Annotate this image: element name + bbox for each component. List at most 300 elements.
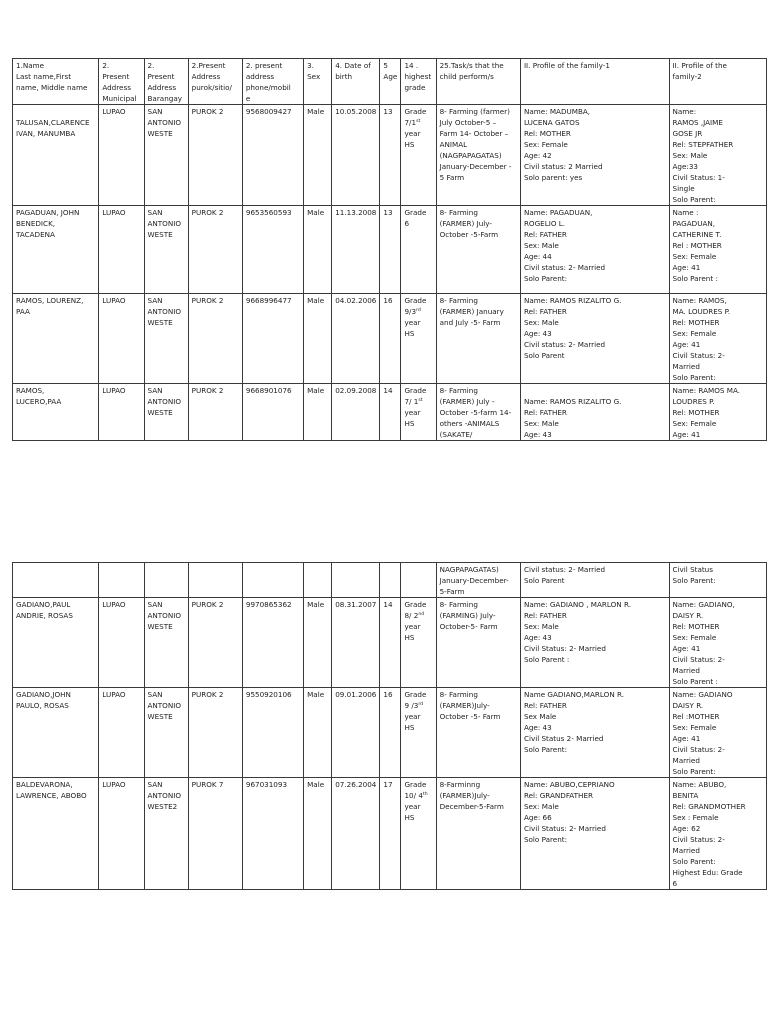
cell-line: 14 <box>383 600 393 609</box>
cell-line: (FARMER) July- <box>439 219 493 228</box>
grade-cell <box>401 384 436 441</box>
cell-line: 9653560593 <box>245 208 292 217</box>
cell-line: ANDRIE, ROSAS <box>16 611 73 620</box>
cell-line: 04.02.2006 <box>335 296 377 305</box>
cell-line: Male <box>307 690 325 699</box>
cell-line: GOSE JR <box>672 129 703 138</box>
cell-line: Rel: FATHER <box>523 611 567 620</box>
cell-line: Civil Status: 2- <box>672 835 725 844</box>
cell-line: 16 <box>383 690 393 699</box>
age-cell <box>380 294 401 384</box>
cell-line: 9668996477 <box>245 296 292 305</box>
cell-line: Solo Parent: <box>672 767 716 776</box>
cell-line: 8- Farming <box>439 386 478 395</box>
cell-line: LUPAO <box>102 600 126 609</box>
family-profile-1-cell <box>520 294 669 384</box>
cell-line: (FARMING) July- <box>439 611 496 620</box>
cell-line: Rel :MOTHER <box>672 712 720 721</box>
cell-line: year <box>404 408 421 417</box>
cell-line: Rel: FATHER <box>523 701 567 710</box>
cell-line: WESTE2 <box>147 802 178 811</box>
cell-line: Male <box>307 107 325 116</box>
cell-line: DAISY R. <box>672 701 704 710</box>
cell-line: 17 <box>383 780 393 789</box>
cell-line: Solo parent: yes <box>523 173 583 182</box>
cell-line: HS <box>404 329 415 338</box>
cell-line: SAN <box>147 780 163 789</box>
cell-line: October -5-farm 14- <box>439 408 512 417</box>
sex-cell <box>304 688 332 778</box>
cell-line: SAN <box>147 690 163 699</box>
ordinal-suffix: st <box>418 398 423 403</box>
cell-line: Farm 14- October – <box>439 129 509 138</box>
cell-line: Name: GADIANO , MARLON R. <box>523 600 631 609</box>
age-cell <box>380 778 401 890</box>
cell-line: WESTE <box>147 408 173 417</box>
cell-line: January-December- <box>439 576 509 585</box>
cell-line: PAGADUAN, <box>672 219 716 228</box>
cell-line: Civil Status 2- Married <box>523 734 604 743</box>
cell-line: Civil Status: 2- <box>672 655 725 664</box>
cell-line: 9 /3rd <box>404 701 424 710</box>
cell-line: Age: 41 <box>672 340 701 349</box>
cell-line: LOUDRES P. <box>672 397 715 406</box>
purok-cell <box>188 206 242 294</box>
cell-line: 8- Farming <box>439 600 478 609</box>
cell-line: 11.13.2008 <box>335 208 377 217</box>
cell-line: ANTONIO <box>147 397 181 406</box>
date-of-birth-cell <box>332 563 380 598</box>
cell-line: January-December - <box>439 162 512 171</box>
cell-line: Civil status: 2 Married <box>523 162 603 171</box>
cell-line: Name: RAMOS RIZALITO G. <box>523 397 622 406</box>
grade-cell <box>401 294 436 384</box>
table-row <box>13 105 767 206</box>
cell-line: PUROK 2 <box>191 600 224 609</box>
cell-line: Address <box>147 83 177 92</box>
cell-line: IVAN, MANUMBA <box>16 129 76 138</box>
cell-line: Married <box>672 846 700 855</box>
cell-line: Age: 43 <box>523 723 552 732</box>
cell-line: PAA <box>16 307 30 316</box>
cell-line: Age: 43 <box>523 329 552 338</box>
ordinal-suffix: rd <box>416 308 421 313</box>
cell-line: Name: RAMOS, <box>672 296 727 305</box>
cell-line: RAMOS, LOURENZ, <box>16 296 84 305</box>
purok-cell <box>188 59 242 105</box>
cell-line: Solo Parent : <box>672 274 718 283</box>
name-cell <box>13 688 99 778</box>
cell-line: LUCERO,PAA <box>16 397 62 406</box>
sex-cell <box>304 206 332 294</box>
cell-line <box>16 106 95 117</box>
cell-line: SAN <box>147 296 163 305</box>
cell-line: 8- Farming <box>439 690 478 699</box>
purok-cell <box>188 294 242 384</box>
barangay-cell <box>144 778 188 890</box>
municipal-cell <box>99 206 144 294</box>
purok-cell <box>188 384 242 441</box>
table-row <box>13 688 767 778</box>
cell-line: year <box>404 318 421 327</box>
municipal-cell <box>99 105 144 206</box>
cell-line: 5 <box>383 61 388 70</box>
purok-cell <box>188 105 242 206</box>
cell-line: Age <box>383 72 398 81</box>
table-row <box>13 598 767 688</box>
phone-cell <box>242 688 303 778</box>
barangay-cell <box>144 206 188 294</box>
cell-line: Address <box>102 83 131 92</box>
cell-line: Name GADIANO,MARLON R. <box>523 690 625 699</box>
cell-line: WESTE <box>147 712 173 721</box>
tasks-cell <box>436 384 520 441</box>
cell-line: ANTONIO <box>147 791 181 800</box>
tasks-cell <box>436 206 520 294</box>
cell-line: Solo Parent: <box>672 576 716 585</box>
phone-cell <box>242 563 303 598</box>
cell-line: Sex: Male <box>672 151 708 160</box>
date-of-birth-cell <box>332 206 380 294</box>
cell-line: BENITA <box>672 791 699 800</box>
cell-line: Age: 41 <box>672 734 701 743</box>
phone-cell <box>242 59 303 105</box>
cell-line: Married <box>672 756 700 765</box>
cell-line: DAISY R. <box>672 611 704 620</box>
barangay-cell <box>144 688 188 778</box>
cell-line: 10/ 4th <box>404 791 428 800</box>
cell-line: Sex: Female <box>523 140 568 149</box>
cell-line: Name: RAMOS MA. <box>672 386 741 395</box>
purok-cell <box>188 598 242 688</box>
cell-line: Age: 42 <box>523 151 552 160</box>
cell-line: Sex : Female <box>672 813 719 822</box>
cell-line: SAN <box>147 386 163 395</box>
cell-line: year <box>404 802 421 811</box>
cell-line: PUROK 2 <box>191 107 224 116</box>
ordinal-suffix: th <box>422 792 428 797</box>
grade-cell <box>401 688 436 778</box>
cell-line: 7/ 1st <box>404 397 423 406</box>
date-of-birth-cell <box>332 598 380 688</box>
cell-line: BALDEVARONA, <box>16 780 73 789</box>
cell-line: Name: GADIANO, <box>672 600 735 609</box>
cell-line: Rel: MOTHER <box>672 622 720 631</box>
cell-line: Solo Parent <box>523 576 565 585</box>
purok-cell <box>188 688 242 778</box>
cell-line: (FARMER) July - <box>439 397 495 406</box>
cell-line: 10.05.2008 <box>335 107 377 116</box>
cell-line: II. Profile of the family-1 <box>523 61 610 70</box>
cell-line: WESTE <box>147 230 173 239</box>
cell-line: Civil Status <box>672 565 713 574</box>
cell-line: Sex: Female <box>672 633 717 642</box>
cell-line: December-5-Farm <box>439 802 504 811</box>
cell-line: Address <box>191 72 221 81</box>
cell-line: HS <box>404 419 415 428</box>
cell-line: Civil status: 2- Married <box>523 340 606 349</box>
cell-line: Male <box>307 296 325 305</box>
cell-line: LAWRENCE, ABOBO <box>16 791 87 800</box>
cell-line: PUROK 2 <box>191 208 224 217</box>
cell-line: Name: MADUMBA, <box>523 107 591 116</box>
family-profile-1-cell <box>520 105 669 206</box>
cell-line: 02.09.2008 <box>335 386 377 395</box>
cell-line: Male <box>307 386 325 395</box>
family-profile-table-2 <box>12 562 767 890</box>
family-profile-2-cell <box>669 206 766 294</box>
cell-line: WESTE <box>147 129 173 138</box>
purok-cell <box>188 563 242 598</box>
cell-line: WESTE <box>147 622 173 631</box>
cell-line: Civil Status: 2- Married <box>523 644 606 653</box>
ordinal-suffix: nd <box>418 612 425 617</box>
cell-line: PAULO, ROSAS <box>16 701 69 710</box>
grade-cell <box>401 598 436 688</box>
cell-line: ANTONIO <box>147 701 181 710</box>
barangay-cell <box>144 598 188 688</box>
cell-line <box>524 385 666 396</box>
cell-line: Rel: FATHER <box>523 230 567 239</box>
cell-line: Rel: STEPFATHER <box>672 140 734 149</box>
municipal-cell <box>99 59 144 105</box>
cell-line: Name: ABUBO, <box>672 780 727 789</box>
header-row <box>13 59 767 105</box>
cell-line: Sex: Male <box>523 802 559 811</box>
age-cell <box>380 688 401 778</box>
municipal-cell <box>99 598 144 688</box>
ordinal-suffix: rd <box>418 702 424 707</box>
cell-line: Name : <box>672 208 699 217</box>
family-profile-2-cell <box>669 294 766 384</box>
cell-line: SAN <box>147 208 163 217</box>
cell-line: Rel : MOTHER <box>672 241 722 250</box>
cell-line: highest <box>404 72 432 81</box>
grade-cell <box>401 563 436 598</box>
cell-line: Solo Parent: <box>523 274 568 283</box>
cell-line: 2. <box>147 61 155 70</box>
cell-line: Civil Status: 2- <box>672 745 725 754</box>
cell-line: Civil status: 2- Married <box>523 565 606 574</box>
cell-line: LUPAO <box>102 690 126 699</box>
cell-line: name, Middle name <box>16 83 88 92</box>
cell-line: Sex: Male <box>523 419 559 428</box>
cell-line: (FARMER)July- <box>439 701 490 710</box>
cell-line: purok/sitio/ <box>191 83 232 92</box>
cell-line: (SAKATE/ <box>439 430 473 439</box>
cell-line: October-5- Farm <box>439 622 498 631</box>
date-of-birth-cell <box>332 105 380 206</box>
age-cell <box>380 206 401 294</box>
name-cell <box>13 778 99 890</box>
cell-line: Sex: Male <box>523 622 559 631</box>
cell-line: Age: 43 <box>523 430 552 439</box>
cell-line: Single <box>672 184 695 193</box>
cell-line: Grade <box>404 107 427 116</box>
cell-line: TALUSAN,CLARENCE <box>16 118 90 127</box>
barangay-cell <box>144 105 188 206</box>
cell-line: WESTE <box>147 318 173 327</box>
cell-line: Age: 41 <box>672 263 701 272</box>
cell-line: birth <box>335 72 353 81</box>
cell-line: LUPAO <box>102 296 126 305</box>
cell-line: 8-Farminng <box>439 780 481 789</box>
cell-line: Rel: GRANDFATHER <box>523 791 593 800</box>
age-cell <box>380 105 401 206</box>
cell-line: Married <box>672 362 700 371</box>
cell-line: Present <box>102 72 130 81</box>
cell-line: Name: <box>672 107 697 116</box>
cell-line: Sex: Female <box>672 252 717 261</box>
cell-line: October -5-Farm <box>439 230 499 239</box>
cell-line: Age: 66 <box>523 813 552 822</box>
cell-line: Solo Parent <box>523 351 565 360</box>
cell-line: Sex: Male <box>523 318 559 327</box>
cell-line: 25.Task/s that the <box>439 61 504 70</box>
cell-line: BENEDICK, <box>16 219 56 228</box>
name-cell <box>13 384 99 441</box>
cell-line: 8- Farming <box>439 208 478 217</box>
cell-line: 8- Farming (farmer) <box>439 107 510 116</box>
cell-line: 9970865362 <box>245 600 292 609</box>
cell-line: Barangay <box>147 94 182 103</box>
barangay-cell <box>144 294 188 384</box>
phone-cell <box>242 778 303 890</box>
ordinal-suffix: st <box>416 119 421 124</box>
phone-cell <box>242 206 303 294</box>
cell-line: Grade <box>404 600 427 609</box>
cell-line: Married <box>672 666 700 675</box>
cell-line: 9568009427 <box>245 107 292 116</box>
name-cell <box>13 294 99 384</box>
family-profile-2-cell <box>669 778 766 890</box>
cell-line: year <box>404 622 421 631</box>
family-profile-2-cell <box>669 105 766 206</box>
cell-line: Name: GADIANO <box>672 690 733 699</box>
tasks-cell <box>436 778 520 890</box>
cell-line: LUPAO <box>102 208 126 217</box>
cell-line: Grade <box>404 296 427 305</box>
cell-line: 13 <box>383 208 393 217</box>
family-profile-2-cell <box>669 598 766 688</box>
cell-line: 16 <box>383 296 393 305</box>
name-cell <box>13 598 99 688</box>
cell-line: 09.01.2006 <box>335 690 377 699</box>
sex-cell <box>304 59 332 105</box>
cell-line: 6 <box>672 879 678 888</box>
phone-cell <box>242 598 303 688</box>
cell-line: SAN <box>147 107 163 116</box>
cell-line: 9550920106 <box>245 690 292 699</box>
cell-line: Solo Parent : <box>523 655 570 664</box>
cell-line: Solo Parent: <box>523 835 568 844</box>
cell-line: ANTONIO <box>147 118 181 127</box>
age-cell <box>380 384 401 441</box>
cell-line: July October-5 – <box>439 118 497 127</box>
table-row <box>13 384 767 441</box>
cell-line: Solo Parent : <box>672 677 718 686</box>
cell-line: phone/mobil <box>245 83 291 92</box>
date-of-birth-cell <box>332 778 380 890</box>
cell-line: MA. LOUDRES P. <box>672 307 731 316</box>
family-profile-1-cell <box>520 778 669 890</box>
family-profile-1-cell <box>520 563 669 598</box>
cell-line: Grade <box>404 208 427 217</box>
cell-line: CATHERINE T. <box>672 230 722 239</box>
cell-line: Civil Status: 2- Married <box>523 824 606 833</box>
cell-line: Last name,First <box>16 72 72 81</box>
cell-line: 14 <box>383 386 393 395</box>
cell-line: Rel: MOTHER <box>523 129 571 138</box>
table-row <box>13 206 767 294</box>
cell-line: Grade <box>404 780 427 789</box>
tasks-cell <box>436 294 520 384</box>
continuation-row <box>13 563 767 598</box>
cell-line: Rel: GRANDMOTHER <box>672 802 746 811</box>
cell-line: (FARMER) January <box>439 307 504 316</box>
cell-line: e <box>245 94 251 103</box>
cell-line: Name: ABUBO,CEPRIANO <box>523 780 615 789</box>
grade-cell <box>401 105 436 206</box>
cell-line: 967031093 <box>245 780 288 789</box>
grade-cell <box>401 59 436 105</box>
cell-line: ROGELIO L. <box>523 219 566 228</box>
tasks-cell <box>436 563 520 598</box>
cell-line: Sex: Female <box>672 329 717 338</box>
cell-line: Present <box>147 72 175 81</box>
cell-line: 1.Name <box>16 61 45 70</box>
cell-line: PUROK 7 <box>191 780 224 789</box>
phone-cell <box>242 105 303 206</box>
family-profile-2-cell <box>669 563 766 598</box>
cell-line: ANTONIO <box>147 219 181 228</box>
sex-cell <box>304 598 332 688</box>
sex-cell <box>304 294 332 384</box>
cell-line: 4. Date of <box>335 61 371 70</box>
date-of-birth-cell <box>332 59 380 105</box>
cell-line: 14 . <box>404 61 419 70</box>
cell-line: Name: PAGADUAN, <box>523 208 593 217</box>
cell-line: PAGADUAN, JOHN <box>16 208 80 217</box>
cell-line: 13 <box>383 107 393 116</box>
grade-cell <box>401 206 436 294</box>
cell-line: Age: 43 <box>523 633 552 642</box>
cell-line: 5 Farm <box>439 173 465 182</box>
cell-line: family-2 <box>672 72 702 81</box>
sex-cell <box>304 105 332 206</box>
cell-line: Sex: Female <box>672 723 717 732</box>
cell-line: 7/1st <box>404 118 421 127</box>
cell-line: Age: 41 <box>672 644 701 653</box>
cell-line: Grade <box>404 386 427 395</box>
family-profile-1-cell <box>520 206 669 294</box>
cell-line: RAMOS ,JAIME <box>672 118 723 127</box>
cell-line: Municipal <box>102 94 137 103</box>
cell-line: Civil Status: 2- <box>672 351 725 360</box>
municipal-cell <box>99 688 144 778</box>
table-row <box>13 778 767 890</box>
municipal-cell <box>99 778 144 890</box>
cell-line: October -5- Farm <box>439 712 501 721</box>
cell-line: PUROK 2 <box>191 690 224 699</box>
cell-line: Civil status: 2- Married <box>523 263 606 272</box>
cell-line: NAGPAPAGATAS) <box>439 565 499 574</box>
name-cell <box>13 563 99 598</box>
cell-line: PUROK 2 <box>191 386 224 395</box>
family-profile-2-cell <box>669 59 766 105</box>
age-cell <box>380 59 401 105</box>
sex-cell <box>304 778 332 890</box>
